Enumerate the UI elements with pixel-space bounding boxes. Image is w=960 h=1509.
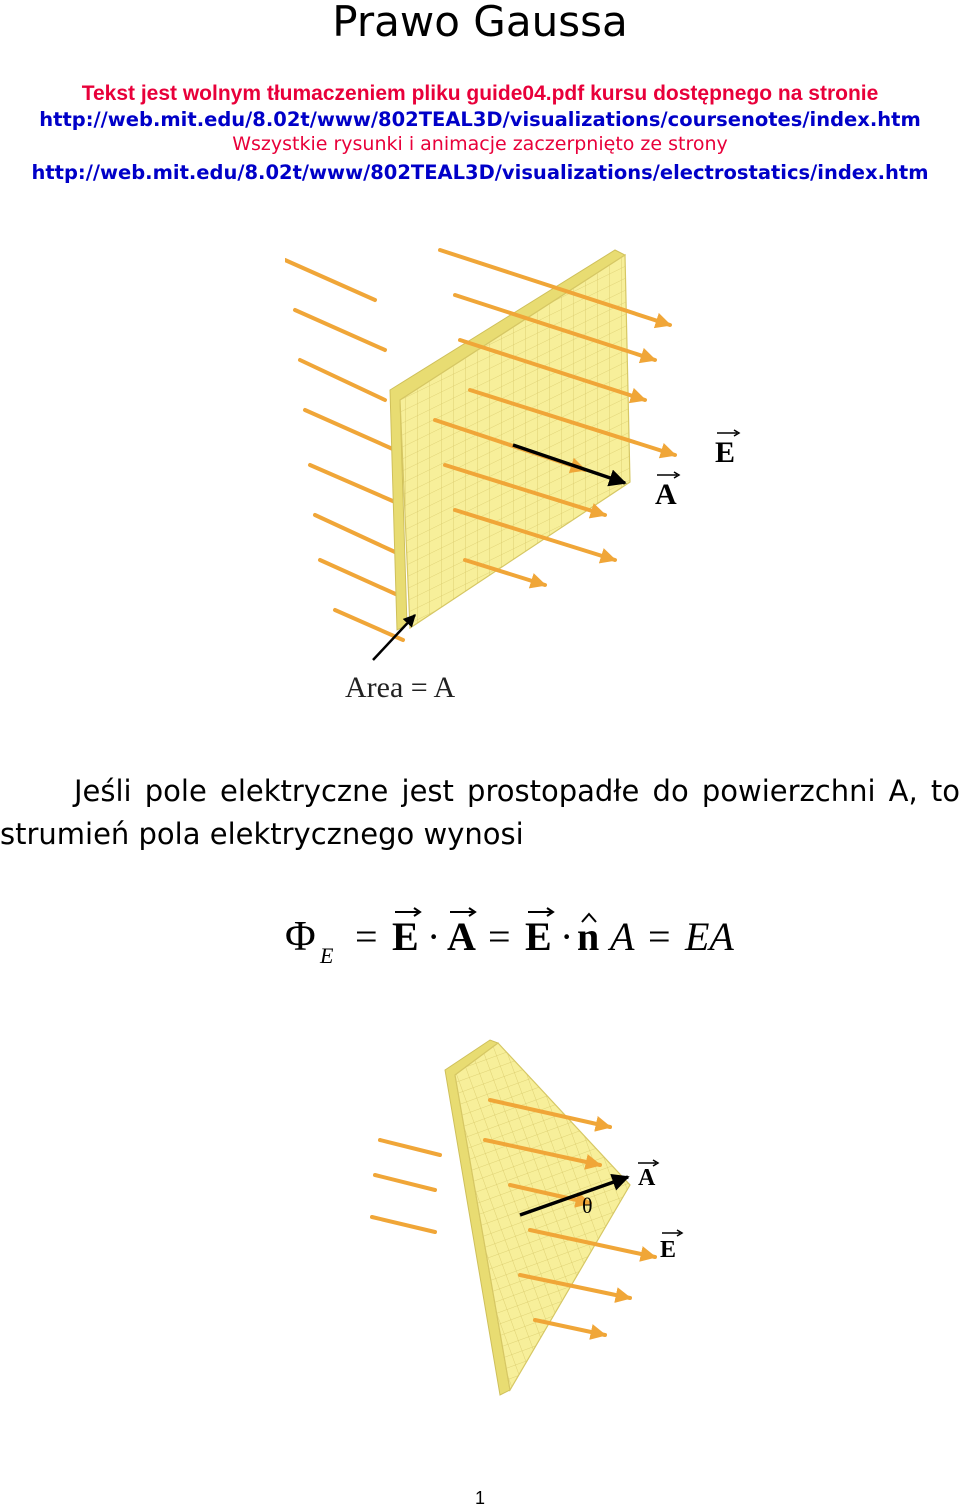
formula-sub-E: E (320, 943, 334, 968)
page-number: 1 (474, 1488, 485, 1508)
angled-field-figure (360, 1035, 700, 1400)
area-pointer-arrow (373, 615, 415, 660)
field-label-E: E (715, 436, 736, 469)
area-vector-label: A (655, 478, 677, 511)
page-title: Prawo Gaussa (332, 0, 628, 46)
formula-eq-1: = (355, 914, 378, 959)
electrostatics-link[interactable]: http://web.mit.edu/8.02t/www/802TEAL3D/visualizations/electrostatics/index.htm (31, 161, 929, 184)
flux-formula (280, 900, 750, 980)
area-label: Area = A (345, 671, 456, 704)
figures-source-note: Wszystkie rysunki i animacje zaczerpnięto ze strony (232, 133, 728, 155)
translation-note: Tekst jest wolnym tłumaczeniem pliku guide04.pdf kursu dostępnego na stronie (81, 82, 879, 105)
field-label-E: E (660, 1237, 677, 1263)
formula-eq-3: = (648, 914, 671, 959)
paragraph-line-1: Jeśli pole elektryczne jest prostopadłe do powierzchni A, to (74, 774, 960, 808)
formula-E2: E (525, 914, 552, 959)
formula-A1: A (447, 914, 476, 959)
coursenotes-link[interactable]: http://web.mit.edu/8.02t/www/802TEAL3D/visualizations/coursenotes/index.htm (39, 108, 921, 131)
formula-n: n (577, 914, 600, 959)
paragraph-line-2: strumień pola elektrycznego wynosi (0, 817, 524, 851)
angle-label: θ (582, 1193, 593, 1218)
formula-eq-2: = (488, 914, 511, 959)
formula-dot-2: · (560, 914, 574, 959)
formula-phi: Φ (285, 914, 316, 960)
formula-dot-1: · (427, 914, 441, 959)
field-arrows-incoming (372, 1140, 440, 1232)
area-vector-label: A (638, 1165, 656, 1191)
perpendicular-field-figure (285, 240, 765, 710)
field-arrows-incoming (285, 260, 403, 640)
formula-A2: A (610, 914, 635, 959)
formula-EA: EA (685, 914, 734, 959)
formula-E1: E (392, 914, 419, 959)
